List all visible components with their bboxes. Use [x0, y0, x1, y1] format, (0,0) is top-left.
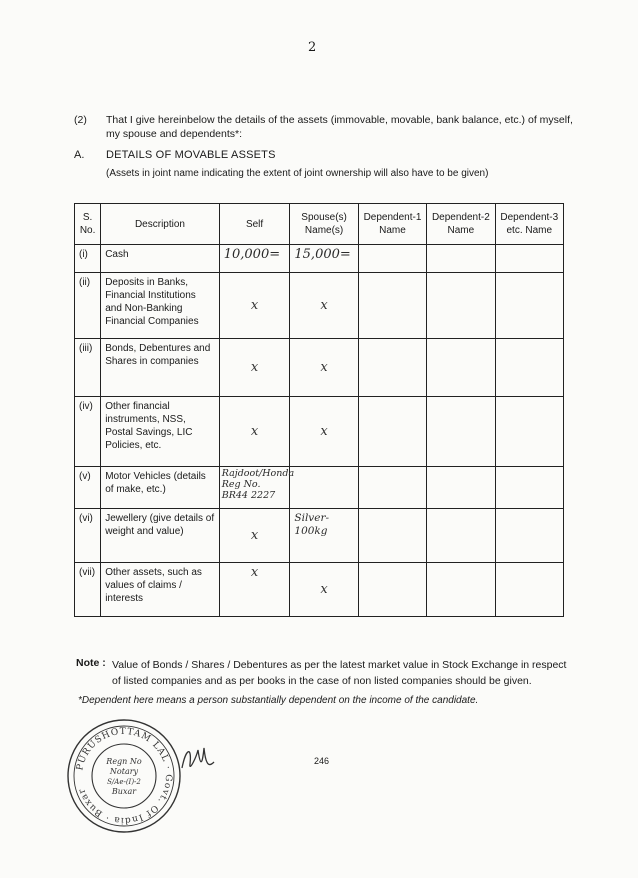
item-number: (2) [74, 114, 87, 126]
self-cross-mark: x [250, 298, 259, 313]
row-number: (vii) [75, 563, 101, 617]
row-dependent-3 [495, 245, 563, 273]
table-row [75, 509, 564, 563]
row-number: (ii) [75, 273, 101, 339]
stamp-line-3: S/Ae-(I)-2 [107, 778, 141, 786]
row-dependent-2 [427, 563, 495, 617]
row-number: (i) [75, 245, 101, 273]
table-row [75, 339, 564, 397]
table-row [75, 467, 564, 509]
table-header-row [75, 204, 564, 245]
row-description: Other financial instruments, NSS, Postal Savings, LIC Policies, etc. [101, 397, 220, 467]
row-dependent-2 [427, 245, 495, 273]
row-description: Bonds, Debentures and Shares in companies [101, 339, 220, 397]
self-cross-mark: x [250, 424, 259, 439]
spouse-cross-mark: x [320, 360, 328, 375]
row-dependent-1 [358, 273, 426, 339]
row-dependent-3 [495, 273, 563, 339]
row-self [219, 397, 290, 467]
header-dependent-2: Dependent-2 Name [427, 204, 495, 245]
row-number: (vi) [75, 509, 101, 563]
row-self [219, 273, 290, 339]
row-spouse [290, 273, 358, 339]
stamp-line-2: Notary [109, 767, 139, 776]
table-row [75, 245, 564, 273]
page-number: 2 [308, 40, 317, 55]
row-self [219, 509, 290, 563]
header-dependent-1: Dependent-1 Name [358, 204, 426, 245]
table-row [75, 563, 564, 617]
spouse-value: 15,000= [294, 247, 351, 262]
row-spouse [290, 339, 358, 397]
stamp-outer-text: PURUSHOTTAM LAL · Govt. Of India · Buxar [75, 726, 174, 826]
row-spouse [290, 397, 358, 467]
row-dependent-2 [427, 273, 495, 339]
row-spouse [290, 509, 358, 563]
row-dependent-1 [358, 397, 426, 467]
row-dependent-3 [495, 339, 563, 397]
header-dependent-3: Dependent-3 etc. Name [495, 204, 563, 245]
spouse-cross-mark: x [320, 298, 328, 313]
section-subtitle: (Assets in joint name indicating the extent of joint ownership will also have to be given) [106, 168, 489, 179]
self-vehicle-details: Rajdoot/Honda Reg No. BR44 2227 [221, 468, 295, 501]
row-dependent-1 [358, 563, 426, 617]
spouse-jewellery-value: Silver-100kg [294, 512, 330, 537]
row-self [219, 245, 290, 273]
row-dependent-1 [358, 467, 426, 509]
header-spouse: Spouse(s) Name(s) [290, 204, 358, 245]
table-row [75, 273, 564, 339]
header-self: Self [219, 204, 290, 245]
self-cross-mark: x [250, 528, 259, 543]
row-description: Motor Vehicles (details of make, etc.) [101, 467, 220, 509]
row-dependent-3 [495, 467, 563, 509]
movable-assets-table [74, 203, 564, 617]
section-letter: A. [74, 149, 85, 161]
row-self [219, 339, 290, 397]
row-number: (iv) [75, 397, 101, 467]
stamp-line-4: Buxar [111, 787, 137, 796]
row-dependent-3 [495, 563, 563, 617]
row-dependent-1 [358, 245, 426, 273]
spouse-cross-mark: x [320, 582, 328, 597]
note-text: Value of Bonds / Shares / Debentures as per the latest market value in Stock Exchange in respect of listed companies and as per books in the case of non listed companies should be given. [112, 659, 567, 687]
item-text: That I give hereinbelow the details of the assets (immovable, movable, bank balance, etc.) of myself, my spouse and dependents*: [106, 114, 573, 140]
table-row [75, 397, 564, 467]
section-title: DETAILS OF MOVABLE ASSETS [106, 149, 276, 161]
row-dependent-2 [427, 397, 495, 467]
note-label: Note : [76, 657, 106, 669]
row-dependent-2 [427, 509, 495, 563]
header-sno: S. No. [75, 204, 101, 245]
self-cross-mark: x [250, 360, 259, 375]
row-description: Deposits in Banks, Financial Institutions and Non-Banking Financial Companies [101, 273, 220, 339]
dependent-footnote: *Dependent here means a person substantially dependent on the income of the candidate. [78, 695, 479, 706]
signature-icon [178, 738, 218, 778]
self-cross-mark: x [250, 565, 259, 580]
notary-stamp-icon [64, 716, 184, 836]
row-spouse [290, 245, 358, 273]
row-dependent-1 [358, 339, 426, 397]
footer-number: 246 [314, 756, 330, 766]
row-self [219, 467, 295, 509]
header-description: Description [101, 204, 220, 245]
row-spouse [290, 563, 358, 617]
spouse-cross-mark: x [320, 424, 328, 439]
svg-text:PURUSHOTTAM LAL · Govt. Of Ind [75, 727, 173, 825]
row-dependent-1 [358, 509, 426, 563]
self-value: 10,000= [223, 247, 281, 262]
row-number: (v) [75, 467, 101, 509]
row-spouse [290, 467, 358, 509]
row-dependent-3 [495, 397, 563, 467]
row-dependent-2 [427, 467, 495, 509]
row-self [219, 563, 290, 617]
row-description: Cash [101, 245, 220, 273]
row-description: Jewellery (give details of weight and value) [101, 509, 220, 563]
row-description: Other assets, such as values of claims / interests [101, 563, 220, 617]
stamp-line-1: Regn No [106, 757, 142, 766]
row-number: (iii) [75, 339, 101, 397]
row-dependent-2 [427, 339, 495, 397]
row-dependent-3 [495, 509, 563, 563]
